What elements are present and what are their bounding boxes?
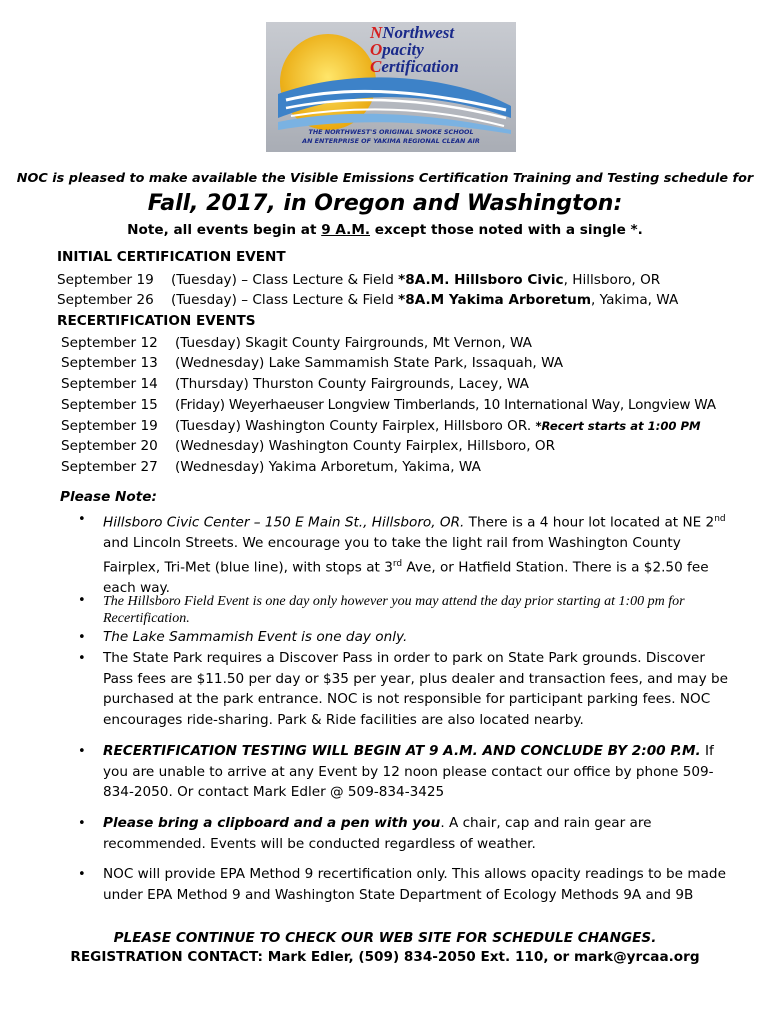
- bullet-icon: •: [78, 744, 86, 759]
- noc-logo: [266, 22, 516, 152]
- recert-section-header: RECERTIFICATION EVENTS: [57, 313, 256, 329]
- intro-line: NOC is pleased to make available the Visible Emissions Certification Training and Testing schedule for: [16, 171, 754, 186]
- start-time-note: Note, all events begin at 9 A.M. except those noted with a single *.: [127, 222, 643, 238]
- event-date: September 13: [61, 355, 158, 371]
- event-desc: (Tuesday) Skagit County Fairgrounds, Mt Vernon, WA: [175, 335, 532, 351]
- logo-tagline1: THE NORTHWEST'S ORIGINAL SMOKE SCHOOL: [308, 128, 474, 136]
- event-date: September 14: [61, 376, 158, 392]
- event-date: September 20: [61, 438, 158, 454]
- event-desc: (Wednesday) Lake Sammamish State Park, Issaquah, WA: [175, 355, 564, 371]
- page-title: Fall, 2017, in Oregon and Washington:: [147, 191, 623, 216]
- bullet-icon: •: [78, 651, 86, 666]
- event-date: September 12: [61, 335, 158, 351]
- svg-text:Opacity: Opacity: [370, 40, 424, 59]
- bullet-icon: •: [78, 512, 86, 527]
- logo-tagline2: AN ENTERPRISE OF YAKIMA REGIONAL CLEAN AIR: [302, 137, 480, 145]
- website-notice: PLEASE CONTINUE TO CHECK OUR WEB SITE FOR SCHEDULE CHANGES.: [113, 930, 657, 946]
- event-desc: (Thursday) Thurston County Fairgrounds, Lacey, WA: [175, 376, 529, 392]
- svg-text:Certification: Certification: [370, 57, 459, 76]
- logo-line1: Northwest: [382, 23, 455, 42]
- note-item-field-event: The Hillsboro Field Event is one day only however you may attend the day prior starting at 1:00 pm for Recertification.: [103, 594, 685, 626]
- note-item-epa-method: NOC will provide EPA Method 9 recertification only. This allows opacity readings to be made under EPA Method 9 and Washington State Department of Ecology Methods 9A and 9B: [103, 866, 726, 903]
- event-desc: (Wednesday) Washington County Fairplex, Hillsboro, OR: [175, 438, 556, 454]
- registration-contact: REGISTRATION CONTACT: Mark Edler, (509) 834-2050 Ext. 110, or mark@yrcaa.org: [70, 949, 700, 965]
- event-desc: (Tuesday) Washington County Fairplex, Hillsboro OR.: [175, 418, 536, 434]
- noc-logo-graphic: [266, 22, 516, 152]
- note-item-clipboard: Please bring a clipboard and a pen with you. A chair, cap and rain gear are recommended. Events will be conducted regardless of weather.: [103, 815, 652, 852]
- note-item-hillsboro: Hillsboro Civic Center – 150 E Main St., Hillsboro, OR. There is a 4 hour lot located at NE 2nd and Lincoln Streets. We encourage you to take the light rail from Washington County Fairplex, Tri-Met (blue line), with stops at 3rd Ave, or Hatfield Station. There is a $2.50 fee each way.: [103, 514, 726, 596]
- initial-section-header: INITIAL CERTIFICATION EVENT: [57, 249, 286, 265]
- bullet-icon: •: [78, 593, 86, 608]
- event-date: September 15: [61, 397, 158, 413]
- note-item-lake-sammamish: The Lake Sammamish Event is one day only.: [103, 629, 408, 645]
- bullet-icon: •: [78, 630, 86, 645]
- event-date: September 27: [61, 459, 158, 475]
- note-item-discover-pass: The State Park requires a Discover Pass in order to park on State Park grounds. Discover Pass fees are $11.50 per day or $35 per year, plus dealer and transaction fees, and may be purchased at the park entrance. NOC is not responsible for participant parking fees. NOC encourages ride-sharing. Park & Ride facilities are also located nearby.: [103, 650, 728, 728]
- event-desc: (Wednesday) Yakima Arboretum, Yakima, WA: [175, 459, 481, 475]
- recert-time-note: *Recert starts at 1:00 PM: [535, 419, 701, 433]
- event-date: September 26: [57, 292, 154, 308]
- note-item-testing-time: RECERTIFICATION TESTING WILL BEGIN AT 9 A.M. AND CONCLUDE BY 2:00 P.M. If you are unable to arrive at any Event by 12 noon please contact our office by phone 509-834-2050. Or contact Mark Edler @ 509-834-3425: [103, 743, 714, 800]
- event-desc: (Friday) Weyerhaeuser Longview Timberlands, 10 International Way, Longview WA: [175, 397, 716, 413]
- event-date: September 19: [61, 418, 158, 434]
- bullet-icon: •: [78, 867, 86, 882]
- please-note-header: Please Note:: [60, 489, 157, 505]
- svg-text:NNorthwest: NNorthwest: [370, 23, 455, 42]
- event-date: September 19: [57, 272, 154, 288]
- bullet-icon: •: [78, 816, 86, 831]
